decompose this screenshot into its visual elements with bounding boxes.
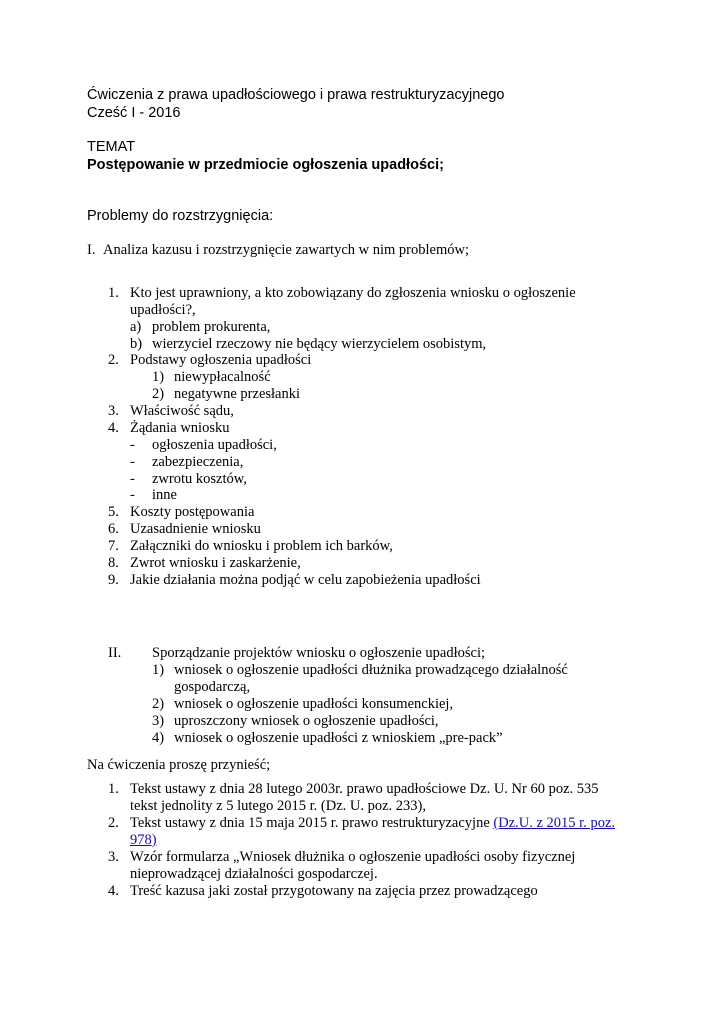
list-item: Uzasadnienie wniosku: [130, 521, 261, 537]
section2-numeral: II.: [108, 645, 122, 661]
list-item-cont: nieprowadzącej działalności gospodarczej.: [130, 866, 378, 882]
list-item: zwrotu kosztów,: [152, 471, 247, 487]
list-item: ogłoszenia upadłości,: [152, 437, 277, 453]
list-num: b): [130, 336, 143, 352]
list-num: 1.: [108, 781, 119, 797]
list-num: 1): [152, 369, 165, 385]
list-item: Kto jest uprawniony, a kto zobowiązany do zgłoszenia wniosku o ogłoszenie: [130, 285, 576, 301]
list-item: Żądania wniosku: [130, 420, 230, 436]
list-num: 2.: [108, 815, 119, 831]
section2-title: Sporządzanie projektów wniosku o ogłoszenie upadłości;: [152, 645, 486, 661]
list-num: 8.: [108, 555, 119, 571]
list-item: Tekst ustawy z dnia 28 lutego 2003r. prawo upadłościowe Dz. U. Nr 60 poz. 535: [130, 781, 599, 797]
list-num: 1.: [108, 285, 119, 301]
list-item: wniosek o ogłoszenie upadłości konsumenckiej,: [174, 696, 454, 712]
list-item-cont: tekst jednolity z 5 lutego 2015 r. (Dz. U. poz. 233),: [130, 798, 426, 814]
section1-numeral: I.: [87, 242, 96, 258]
list-item-cont: [130, 832, 157, 849]
list-num: a): [130, 319, 142, 335]
topic-heading: Postępowanie w przedmiocie ogłoszenia upadłości;: [87, 157, 444, 173]
list-item: Treść kazusa jaki został przygotowany na zajęcia przez prowadzącego: [130, 883, 538, 899]
section1-title: Analiza kazusu i rozstrzygnięcie zawartych w nim problemów;: [103, 242, 469, 258]
list-item: Podstawy ogłoszenia upadłości: [130, 352, 312, 368]
list-num: 3.: [108, 849, 119, 865]
list-item: inne: [152, 487, 177, 503]
list-num: 3.: [108, 403, 119, 419]
list-num: 4.: [108, 420, 119, 436]
topic-label: TEMAT: [87, 139, 136, 155]
list-num: 2): [152, 386, 165, 402]
list-num: 3): [152, 713, 165, 729]
list-num: 1): [152, 662, 165, 678]
list-num: 2): [152, 696, 165, 712]
list-item: zabezpieczenia,: [152, 454, 244, 470]
list-item: Wzór formularza „Wniosek dłużnika o ogłoszenie upadłości osoby fizycznej: [130, 849, 576, 865]
list-item: Właściwość sądu,: [130, 403, 234, 419]
list-item-cont: upadłości?,: [130, 302, 196, 318]
list-item: Jakie działania można podjąć w celu zapobieżenia upadłości: [130, 572, 481, 588]
list-item: [130, 815, 615, 832]
list-num: 9.: [108, 572, 119, 588]
problems-heading: Problemy do rozstrzygnięcia:: [87, 208, 274, 224]
list-item: uproszczony wniosek o ogłoszenie upadłości,: [174, 713, 439, 729]
list-item: niewypłacalność: [174, 369, 271, 385]
list-bullet: -: [130, 471, 135, 487]
document-title: Ćwiczenia z prawa upadłościowego i prawa restrukturyzacyjnego: [87, 87, 505, 103]
list-item: Załączniki do wniosku i problem ich barków,: [130, 538, 393, 554]
list-num: 4): [152, 730, 165, 746]
list-item: wierzyciel rzeczowy nie będący wierzycielem osobistym,: [152, 336, 487, 352]
list-item: wniosek o ogłoszenie upadłości z wnioskiem „pre-pack”: [174, 730, 503, 746]
bring-heading: Na ćwiczenia proszę przynieść;: [87, 757, 271, 773]
list-num: 4.: [108, 883, 119, 899]
list-bullet: -: [130, 454, 135, 470]
list-num: 7.: [108, 538, 119, 554]
list-item: Koszty postępowania: [130, 504, 255, 520]
legal-reference-link-cont[interactable]: 978): [130, 832, 157, 848]
list-num: 5.: [108, 504, 119, 520]
list-num: 2.: [108, 352, 119, 368]
legal-reference-link[interactable]: (Dz.U. z 2015 r. poz.: [493, 815, 616, 831]
list-item: Zwrot wniosku i zaskarżenie,: [130, 555, 301, 571]
list-item-cont: gospodarczą,: [174, 679, 251, 695]
list-item: wniosek o ogłoszenie upadłości dłużnika prowadzącego działalność: [174, 662, 568, 678]
list-item-text: Tekst ustawy z dnia 15 maja 2015 r. prawo restrukturyzacyjne: [130, 815, 494, 831]
list-num: 6.: [108, 521, 119, 537]
list-bullet: -: [130, 487, 135, 503]
list-item: problem prokurenta,: [152, 319, 271, 335]
list-bullet: -: [130, 437, 135, 453]
list-item: negatywne przesłanki: [174, 386, 301, 402]
document-part: Cześć I - 2016: [87, 105, 181, 121]
